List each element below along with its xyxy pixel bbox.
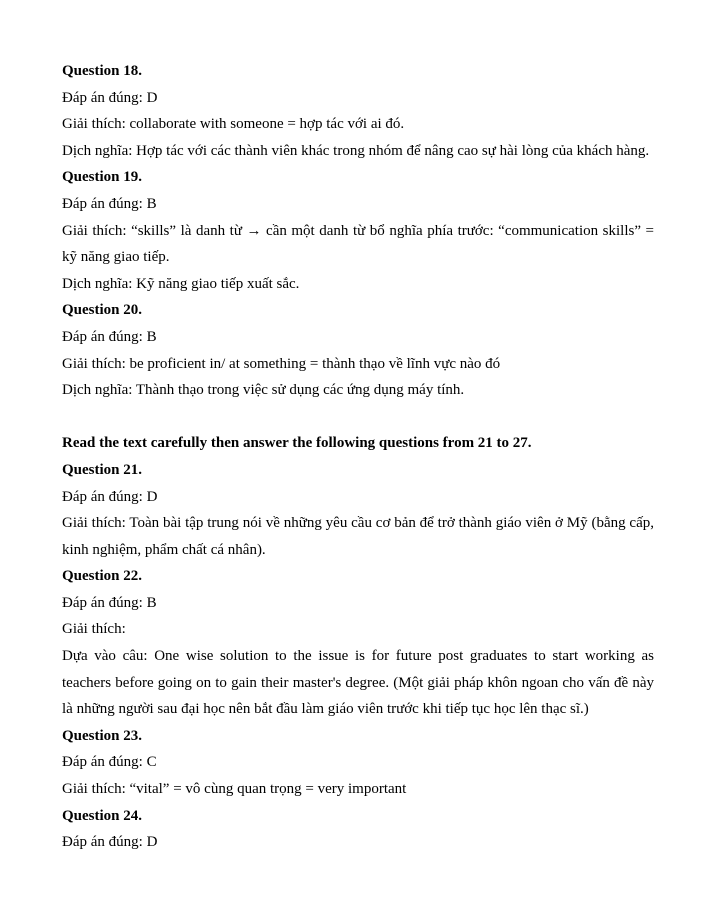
- paragraph: Đáp án đúng: D: [62, 89, 158, 106]
- paragraph: Dịch nghĩa: Hợp tác với các thành viên khác trong nhóm để nâng cao sự hài lòng của khách hàng.: [62, 142, 650, 159]
- paragraph: Giải thích: “skills” là danh từ → cần một danh từ bổ nghĩa phía trước: “communication skills” = kỹ năng giao tiếp.: [62, 222, 654, 266]
- paragraph: Giải thích: Toàn bài tập trung nói về những yêu cầu cơ bản để trở thành giáo viên ở Mỹ (bằng cấp, kinh nghiệm, phẩm chất cá nhân).: [62, 515, 654, 558]
- paragraph: Đáp án đúng: C: [62, 754, 157, 771]
- paragraph: Giải thích: collaborate with someone = hợp tác với ai đó.: [62, 116, 405, 133]
- question-heading: Question 20.: [62, 302, 143, 319]
- blank-line: [62, 404, 654, 431]
- paragraph: Dịch nghĩa: Thành thạo trong việc sử dụng các ứng dụng máy tính.: [62, 382, 465, 399]
- section-heading: Read the text carefully then answer the following questions from 21 to 27.: [62, 435, 532, 452]
- paragraph: Giải thích: “vital” = vô cùng quan trọng = very important: [62, 781, 407, 798]
- paragraph: Dịch nghĩa: Kỹ năng giao tiếp xuất sắc.: [62, 275, 300, 292]
- question-heading: Question 24.: [62, 807, 143, 824]
- paragraph: Đáp án đúng: B: [62, 594, 157, 611]
- paragraph: Dựa vào câu: One wise solution to the issue is for future post graduates to start working as teachers before going on to gain their master's degree. (Một giải pháp khôn ngoan cho vấn đề này là những người sau đại học nên bắt đầu làm giáo viên trước khi tiếp tục học lên thạc sĩ.): [62, 648, 654, 718]
- question-heading: Question 19.: [62, 169, 143, 186]
- question-heading: Question 23.: [62, 727, 143, 744]
- paragraph: Đáp án đúng: B: [62, 328, 157, 345]
- paragraph: Giải thích: be proficient in/ at something = thành thạo về lĩnh vực nào đó: [62, 355, 501, 372]
- paragraph: Giải thích:: [62, 621, 126, 638]
- paragraph: Đáp án đúng: B: [62, 195, 157, 212]
- question-heading: Question 18.: [62, 63, 143, 79]
- paragraph: Đáp án đúng: D: [62, 834, 158, 851]
- document-body: [62, 58, 654, 856]
- paragraph: Đáp án đúng: D: [62, 488, 158, 505]
- question-heading: Question 22.: [62, 568, 143, 585]
- question-heading: Question 21.: [62, 461, 143, 478]
